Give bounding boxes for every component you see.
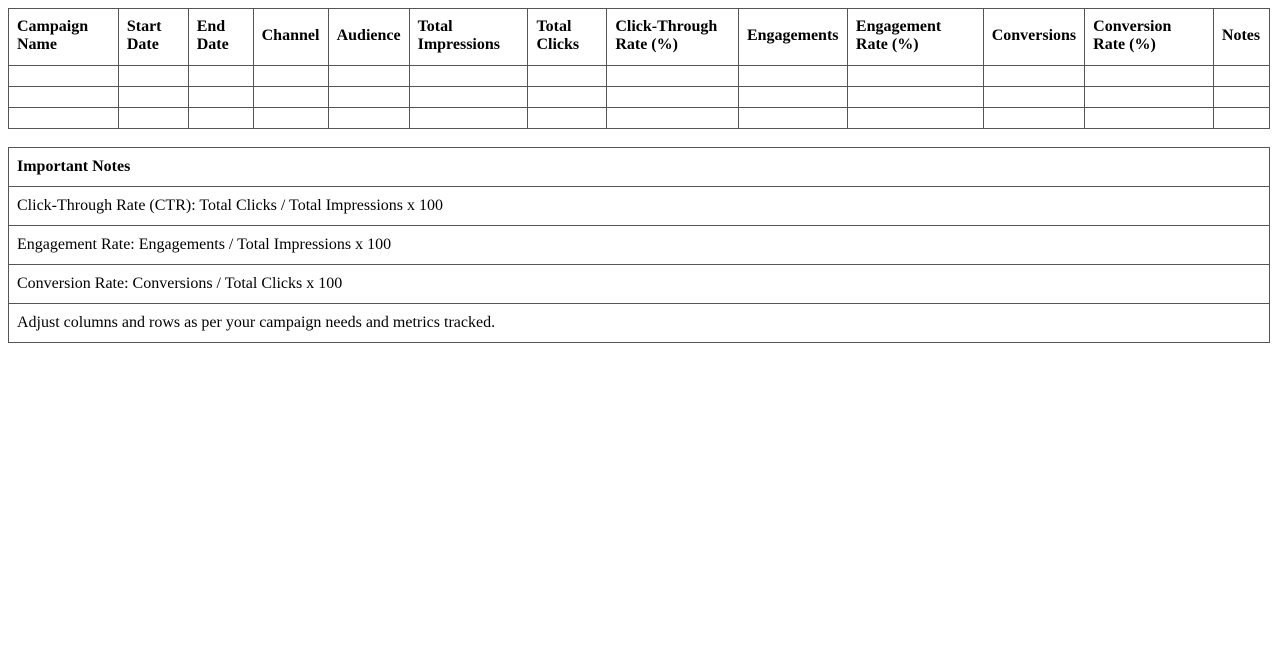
column-header-conversion-rate: Conversion Rate (%) [1085, 9, 1214, 66]
table-row [9, 108, 1270, 129]
table-row [9, 66, 1270, 87]
column-header-conversions: Conversions [983, 9, 1084, 66]
table-cell[interactable] [983, 108, 1084, 129]
table-cell[interactable] [9, 66, 119, 87]
column-header-audience: Audience [328, 9, 409, 66]
table-cell[interactable] [738, 108, 847, 129]
table-cell[interactable] [983, 66, 1084, 87]
table-cell[interactable] [409, 108, 528, 129]
column-header-campaign-name: Campaign Name [9, 9, 119, 66]
table-cell[interactable] [1213, 87, 1269, 108]
table-cell[interactable] [1213, 108, 1269, 129]
table-cell[interactable] [847, 108, 983, 129]
table-cell[interactable] [607, 108, 739, 129]
table-cell[interactable] [409, 87, 528, 108]
table-cell[interactable] [1213, 66, 1269, 87]
table-cell[interactable] [188, 66, 253, 87]
table-cell[interactable] [1085, 108, 1214, 129]
table-cell[interactable] [607, 87, 739, 108]
table-cell[interactable] [9, 108, 119, 129]
table-cell[interactable] [328, 108, 409, 129]
note-row [9, 265, 1270, 304]
table-cell[interactable] [1085, 87, 1214, 108]
column-header-click-through-rate: Click-Through Rate (%) [607, 9, 739, 66]
table-cell[interactable] [738, 87, 847, 108]
table-cell[interactable] [847, 66, 983, 87]
notes-heading-row [9, 148, 1270, 187]
table-cell[interactable] [1085, 66, 1214, 87]
note-row [9, 187, 1270, 226]
column-header-end-date: End Date [188, 9, 253, 66]
table-cell[interactable] [118, 108, 188, 129]
table-cell[interactable] [253, 87, 328, 108]
column-header-total-impressions: Total Impressions [409, 9, 528, 66]
table-cell[interactable] [607, 66, 739, 87]
table-row [9, 87, 1270, 108]
note-row [9, 304, 1270, 343]
table-cell[interactable] [253, 108, 328, 129]
table-cell[interactable] [528, 108, 607, 129]
note-adjust-columns: Adjust columns and rows as per your campaign needs and metrics tracked. [9, 304, 1270, 343]
campaign-tracker-table [8, 8, 1270, 129]
table-cell[interactable] [253, 66, 328, 87]
table-cell[interactable] [328, 87, 409, 108]
table-cell[interactable] [528, 87, 607, 108]
column-header-total-clicks: Total Clicks [528, 9, 607, 66]
note-ctr-formula: Click-Through Rate (CTR): Total Clicks / Total Impressions x 100 [9, 187, 1270, 226]
important-notes-table [8, 147, 1270, 343]
table-cell[interactable] [847, 87, 983, 108]
note-row [9, 226, 1270, 265]
table-cell[interactable] [983, 87, 1084, 108]
table-cell[interactable] [188, 87, 253, 108]
table-cell[interactable] [528, 66, 607, 87]
column-header-notes: Notes [1213, 9, 1269, 66]
table-cell[interactable] [738, 66, 847, 87]
column-header-engagement-rate: Engagement Rate (%) [847, 9, 983, 66]
table-cell[interactable] [409, 66, 528, 87]
table-cell[interactable] [328, 66, 409, 87]
table-cell[interactable] [188, 108, 253, 129]
table-cell[interactable] [118, 87, 188, 108]
note-engagement-rate-formula: Engagement Rate: Engagements / Total Impressions x 100 [9, 226, 1270, 265]
column-header-engagements: Engagements [738, 9, 847, 66]
table-cell[interactable] [118, 66, 188, 87]
table-cell[interactable] [9, 87, 119, 108]
column-header-channel: Channel [253, 9, 328, 66]
header-row [9, 9, 1270, 66]
column-header-start-date: Start Date [118, 9, 188, 66]
notes-heading: Important Notes [9, 148, 1270, 187]
note-conversion-rate-formula: Conversion Rate: Conversions / Total Clicks x 100 [9, 265, 1270, 304]
